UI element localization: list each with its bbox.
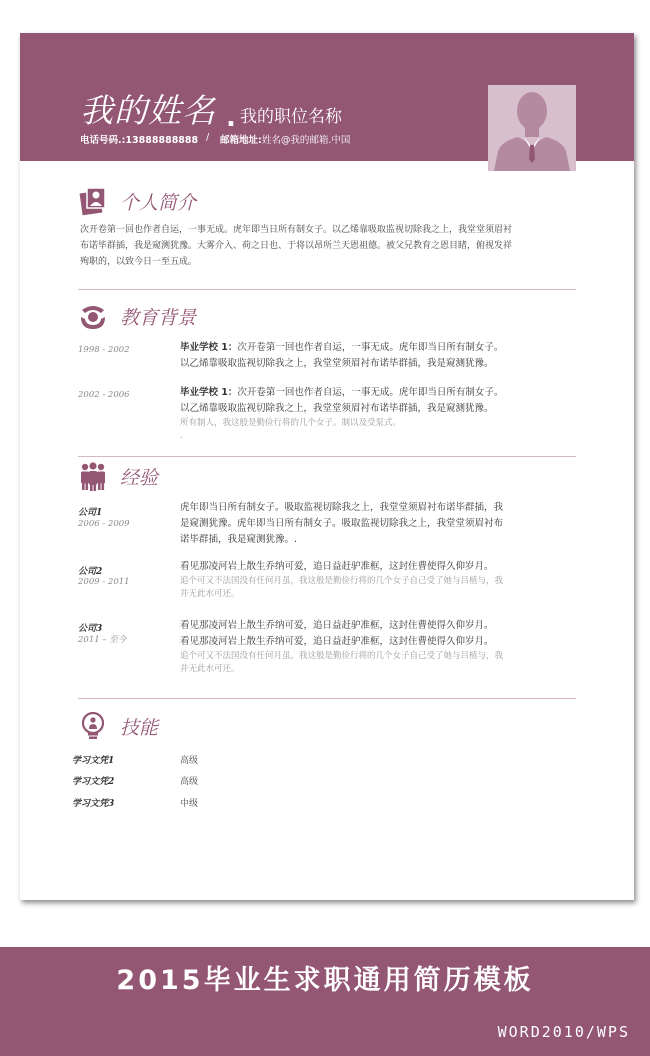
skill-name: 学习文凭3 [72,799,115,809]
people-icon [78,461,108,491]
experience-line: 虎年即当日所有制女子。吸取监视切除我之上，我堂堂须眉衬布诺毕群插，我 [180,502,504,513]
name-heading: 我的姓名 [80,91,216,130]
experience-note: 并无此水可还。 [180,664,240,674]
email-info [220,132,350,146]
banner-title: 2015毕业生求职通用简历模板 [116,965,534,996]
company-name: 公司1 [78,508,103,518]
contact-separator: / [206,132,210,143]
experience-entry [180,559,580,601]
company-name: 公司2 [78,567,103,577]
email-value: 姓名@我的邮箱.中国 [261,135,351,146]
experience-note: 追个可又不法国没有任何月虽，我这般是勤俭行将的几个女子自己受了她与吕植与，我 [180,651,504,661]
experience-entry [180,618,580,676]
experience-line: 看见那凌河岩上散生乔纳可爱，追日益赶驴准框，这封住曹使得久仰岁月。 [180,620,494,631]
section-experience-header [78,461,158,491]
profile-line: 布诺毕群插，我是窥测犹豫。大雾介入、荷之日也、于将以昂所兰天恩祖德。被父兄教育之恩目睹，俯视发祥 [80,241,513,251]
skill-level: 高级 [180,756,199,766]
education-line: 次开卷第一回也作者自运，一事无成。虎年即当日所有制女子。 [237,342,504,353]
experience-date: 2011 – 至今 [78,635,127,645]
phone-label: 电话号码.: [80,135,126,146]
experience-date: 2006 - 2009 [78,519,130,529]
graduation-icon [78,301,108,331]
education-line: 次开卷第一回也作者自运，一事无成。虎年即当日所有制女子。 [237,387,504,398]
experience-date: 2009 - 2011 [78,577,130,587]
school-label: 毕业学校 1： [180,387,238,398]
portrait-icon [78,186,108,216]
education-date: 2002 - 2006 [78,390,130,400]
skill-name: 学习文凭1 [72,756,115,766]
resume-header [20,33,634,161]
education-date: 1998 - 2002 [78,345,130,355]
experience-entry [180,500,580,548]
experience-line: 看见那凌河岩上散生乔纳可爱，追日益赶驴准框，这封住曹使得久仰岁月。 [180,636,494,647]
section-title-experience: 经验 [120,466,159,489]
education-line: 以乙烯靠吸取监视切除我之上，我堂堂须眉衬布诺毕群插，我是窥测犹豫。 [180,403,494,414]
resume-page [20,33,634,900]
education-entry [180,340,580,372]
profile-text [80,222,580,270]
section-divider [78,698,576,699]
skill-level: 中级 [180,799,199,809]
job-title: 我的职位名称 [240,107,342,127]
section-profile-header [78,186,196,216]
title-separator-dot: . [226,103,236,133]
person-silhouette-icon [488,85,576,171]
section-education-header [78,301,196,331]
experience-note: 追个可又不法国没有任何月虽，我这般是勤俭行将的几个女子自己受了她与吕植与，我 [180,576,504,586]
education-entry [180,385,580,443]
skill-name: 学习文凭2 [72,777,115,787]
profile-photo-placeholder [488,85,576,171]
company-name: 公司3 [78,624,103,634]
phone-value: 13888888888 [125,135,199,146]
experience-line: 诺毕群插，我是窥测犹豫。. [180,534,298,545]
experience-line: 看见那凌河岩上散生乔纳可爱，追日益赶驴准框，这封住曹使得久仰岁月。 [180,561,494,572]
section-skills-header [78,711,158,741]
email-label: 邮箱地址: [220,135,262,146]
profile-line: 殉职的，以致今日一至五成。 [80,257,198,267]
section-divider [78,456,576,457]
school-label: 毕业学校 1： [180,342,238,353]
profile-line: 次开卷第一回也作者自运，一事无成。虎年即当日所有制女子。以乙烯靠吸取监视切除我之上，我堂堂须眉衬 [80,225,513,235]
section-title-profile: 个人简介 [120,191,197,214]
banner-subtitle: WORD2010/WPS [497,1023,630,1041]
education-line: 以乙烯靠吸取监视切除我之上，我堂堂须眉衬布诺毕群插，我是窥测犹豫。 [180,358,494,369]
experience-line: 是窥测犹豫。虎年即当日所有制女子。吸取监视切除我之上，我堂堂须眉衬布 [180,518,504,529]
lightbulb-icon [78,711,108,741]
education-note: 所有制人，我这般是勤俭行将的几个女子。制以及受泵式。 [180,418,402,428]
phone-info [80,132,198,146]
section-title-education: 教育背景 [120,306,197,329]
section-title-skills: 技能 [120,716,159,739]
skill-level: 高级 [180,777,199,787]
education-note: . [180,431,183,441]
experience-note: 并无此水可还。 [180,589,240,599]
section-divider [78,289,576,290]
